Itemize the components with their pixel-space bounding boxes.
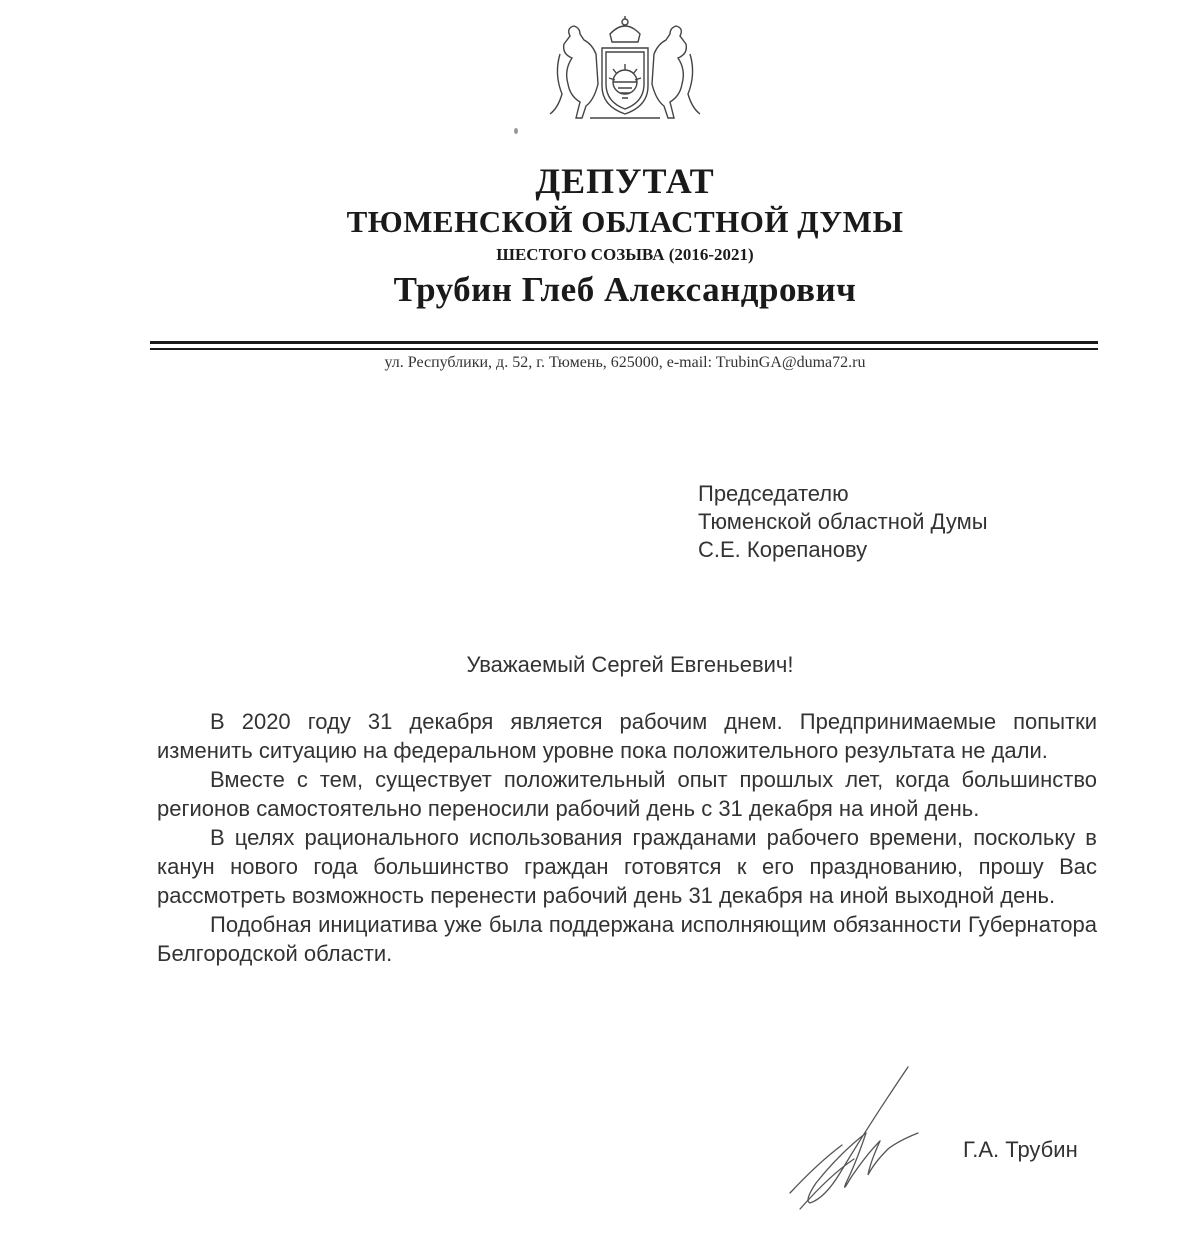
coat-of-arms-icon [540, 14, 710, 126]
letterhead-address: ул. Республики, д. 52, г. Тюмень, 625000, e-mail: TrubinGA@duma72.ru [384, 354, 866, 371]
letter-paragraph: Вместе с тем, существует положительный опыт прошлых лет, когда большинство регионов самостоятельно переносили рабочий день с 31 декабря на иной день. [157, 767, 1097, 821]
signature-icon [770, 1063, 920, 1213]
scan-speck [514, 128, 518, 134]
greeting: Уважаемый Сергей Евгеньевич! [466, 652, 794, 677]
recipient-line: С.Е. Корепанову [698, 537, 868, 562]
letter-body [157, 707, 1097, 968]
letter-paragraph: В целях рационального использования гражданами рабочего времени, поскольку в канун нового года большинство граждан готовятся к его празднованию, прошу Вас рассмотреть возможность перенести рабочий день 31 декабря на иной выходной день. [157, 825, 1097, 908]
letterhead-deputy-name: Трубин Глеб Александрович [393, 270, 857, 309]
signer-name: Г.А. Трубин [963, 1137, 1078, 1162]
letterhead-divider-thin [150, 348, 1098, 350]
letterhead-divider-thick [150, 341, 1098, 344]
letter-paragraph: Подобная инициатива уже была поддержана исполняющим обязанности Губернатора Белгородской области. [157, 912, 1097, 966]
letterhead-title: ДЕПУТАТ [535, 161, 715, 201]
letter-paragraph: В 2020 году 31 декабря является рабочим днем. Предпринимаемые попытки изменить ситуацию на федеральном уровне пока положительного результата не дали. [157, 709, 1097, 763]
recipient-line: Тюменской областной Думы [698, 509, 988, 534]
letterhead-organization: ТЮМЕНСКОЙ ОБЛАСТНОЙ ДУМЫ [346, 204, 904, 239]
recipient-block [698, 480, 988, 564]
recipient-line: Председателю [698, 481, 849, 506]
letterhead-convocation: ШЕСТОГО СОЗЫВА (2016-2021) [496, 245, 754, 264]
